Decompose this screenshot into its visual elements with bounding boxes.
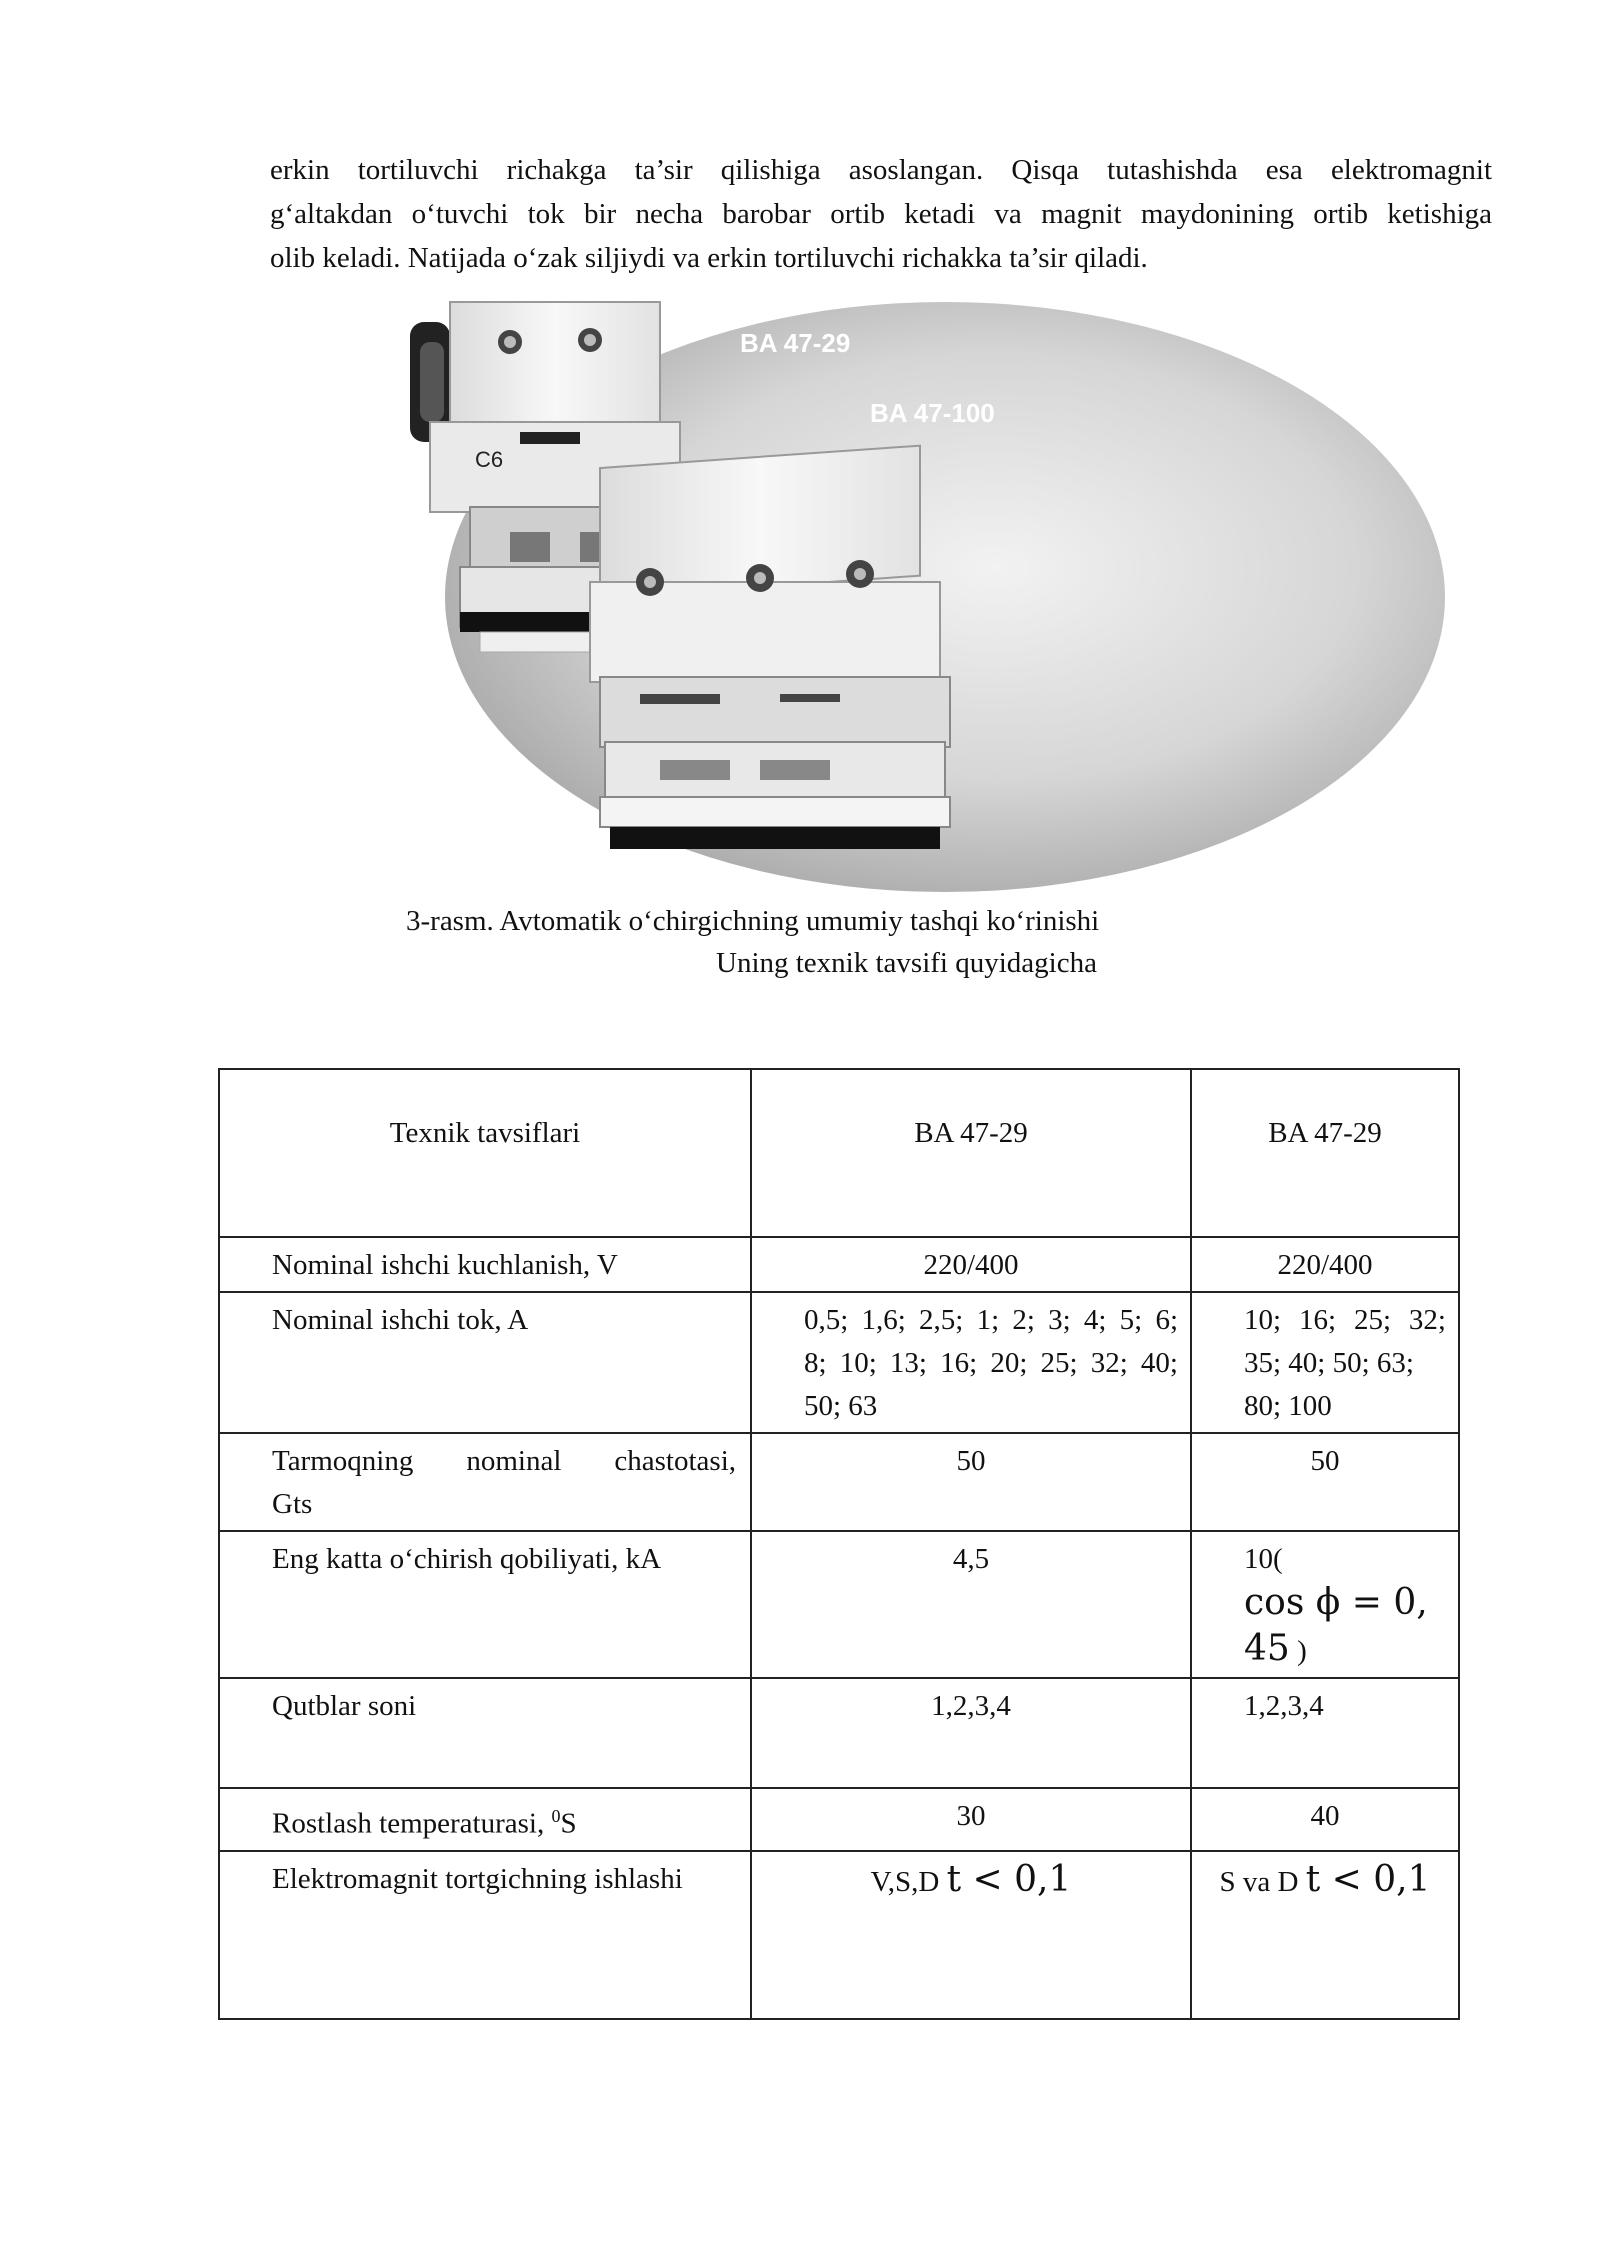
row-label (219, 1433, 751, 1531)
table-row (219, 1851, 1459, 2019)
circuit-breaker-figure (400, 282, 1450, 897)
table-header-row (219, 1069, 1459, 1237)
value-line: 0,5; 1,6; 2,5; 1; 2; 3; 4; 5; 6; (804, 1304, 1178, 1336)
table-row (219, 1678, 1459, 1788)
table-header-cell: BA 47-29 (1191, 1069, 1459, 1237)
row-value: 50 (751, 1433, 1191, 1531)
table-row (219, 1433, 1459, 1531)
body-paragraph (270, 148, 1492, 280)
row-label: Elektromagnit tortgichning ishlashi (219, 1851, 751, 2019)
row-label: Qutblar soni (219, 1678, 751, 1788)
row-label: Eng katta o‘chirish qobiliyati, kA (219, 1531, 751, 1678)
row-value (751, 1851, 1191, 2019)
paragraph-line: erkin tortiluvchi richakga ta’sir qilishiga asoslangan. Qisqa tutashishda esa elektromagnit (270, 154, 1492, 186)
caption-line-1: 3-rasm. Avtomatik o‘chirgichning umumiy tashqi ko‘rinishi (406, 905, 1100, 937)
time-formula: t < 0,1 (946, 1858, 1072, 1900)
label-line: Gts (272, 1488, 313, 1520)
row-value (1191, 1292, 1459, 1433)
value-line: 10; 16; 25; 32; (1244, 1304, 1446, 1336)
value-line: 50; 63 (804, 1390, 878, 1422)
value-line: 80; 100 (1244, 1390, 1332, 1422)
caption-line-2: Uning texnik tavsifi quyidagicha (716, 947, 1097, 979)
row-value: 30 (751, 1788, 1191, 1851)
figure-label-ba47-29: BA 47-29 (740, 328, 851, 358)
table-row (219, 1292, 1459, 1433)
row-label: Nominal ishchi tok, A (219, 1292, 751, 1433)
row-label (219, 1788, 751, 1851)
row-value: 1,2,3,4 (751, 1678, 1191, 1788)
label-line: Tarmoqning nominal chastotasi, (272, 1445, 736, 1477)
row-value (751, 1292, 1191, 1433)
table-row (219, 1531, 1459, 1678)
row-value: 1,2,3,4 (1191, 1678, 1459, 1788)
value-suffix: ) (1297, 1635, 1307, 1667)
value-line: 8; 10; 13; 16; 20; 25; 32; 40; (804, 1347, 1178, 1379)
figure-label-ba47-100: BA 47-100 (870, 398, 995, 428)
value-text: S va D (1219, 1865, 1299, 1898)
specifications-table (218, 1068, 1460, 2020)
row-value: 40 (1191, 1788, 1459, 1851)
table-row (219, 1237, 1459, 1292)
table-row (219, 1788, 1459, 1851)
value-text: V,S,D (870, 1865, 940, 1898)
label-unit: S (560, 1807, 577, 1840)
value-line: 35; 40; 50; 63; (1244, 1347, 1414, 1379)
table-header-cell: BA 47-29 (751, 1069, 1191, 1237)
row-label: Nominal ishchi kuchlanish, V (219, 1237, 751, 1292)
degree-superscript: 0 (551, 1806, 561, 1826)
value-prefix: 10( (1244, 1543, 1283, 1575)
time-formula: t < 0,1 (1305, 1858, 1431, 1900)
row-value: 220/400 (751, 1237, 1191, 1292)
device-label-c6: C6 (475, 447, 504, 472)
paragraph-line: olib keladi. Natijada o‘zak siljiydi va erkin tortiluvchi richakka ta’sir qiladi. (270, 242, 1148, 274)
paragraph-line: g‘altakdan o‘tuvchi tok bir necha barobar ortib ketadi va magnit maydonining ortib ketishiga (270, 198, 1492, 230)
row-value (1191, 1531, 1459, 1678)
row-value: 4,5 (751, 1531, 1191, 1678)
row-value: 50 (1191, 1433, 1459, 1531)
row-value: 220/400 (1191, 1237, 1459, 1292)
row-value (1191, 1851, 1459, 2019)
cos-phi-formula: cos ϕ = 0, 45 (1244, 1582, 1428, 1669)
label-text: Rostlash temperaturasi, (272, 1807, 552, 1840)
table-header-cell: Texnik tavsiflari (219, 1069, 751, 1237)
